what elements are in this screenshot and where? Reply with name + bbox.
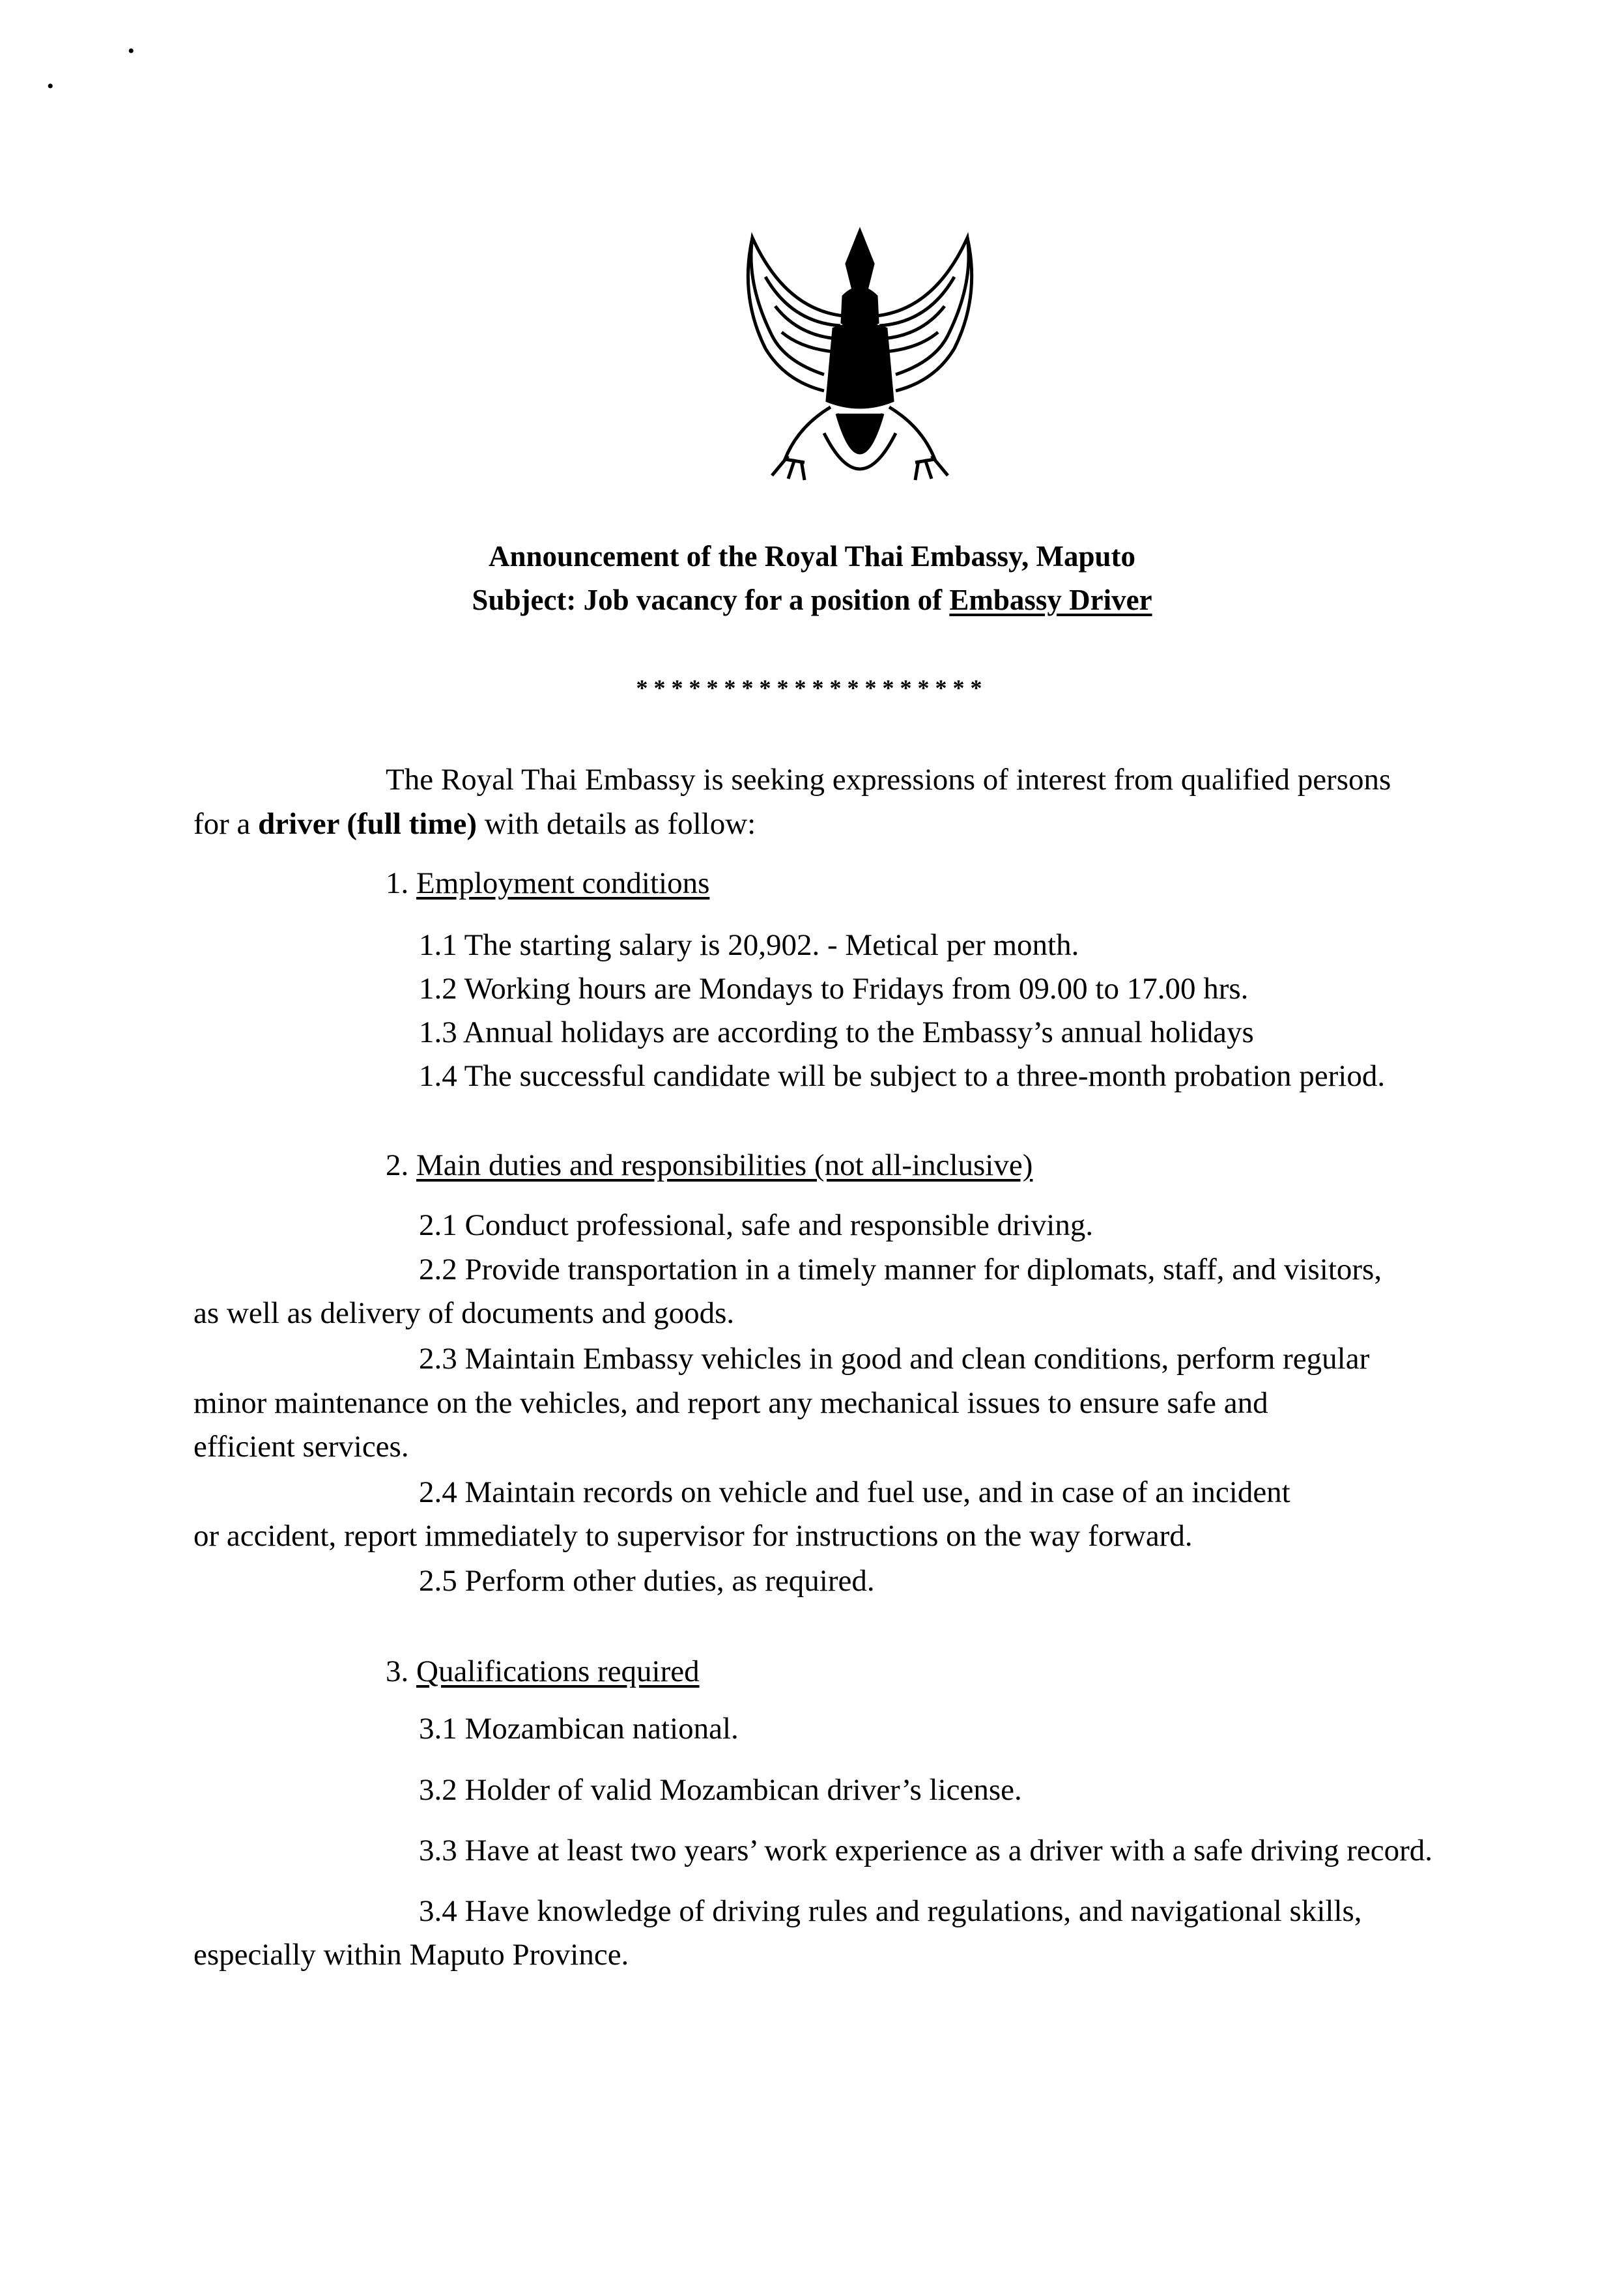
list-item: 1.4 The successful candidate will be subject to a three-month probation period. (419, 1059, 1386, 1093)
list-item: 3.2 Holder of valid Mozambican driver’s license. (419, 1773, 1022, 1807)
list-item: 1.3 Annual holidays are according to the Embassy’s annual holidays (419, 1015, 1254, 1049)
intro-line-1: The Royal Thai Embassy is seeking expressions of interest from qualified persons (386, 763, 1391, 797)
list-item-continuation: especially within Maputo Province. (193, 1938, 629, 1972)
section-number: 2. (386, 1148, 409, 1182)
section-title: Main duties and responsibilities (not all-inclusive) (416, 1148, 1033, 1182)
announcement-title: Announcement of the Royal Thai Embassy, Maputo (488, 540, 1136, 573)
list-item: 3.4 Have knowledge of driving rules and regulations, and navigational skills, (419, 1894, 1362, 1928)
separator-line: ******************** (636, 675, 988, 701)
intro-line-2-prefix: for a (193, 807, 259, 841)
section-title: Employment conditions (416, 866, 710, 900)
section-2-heading (386, 1147, 1033, 1184)
list-item: 1.2 Working hours are Mondays to Fridays from 09.00 to 17.00 hrs. (419, 972, 1249, 1006)
section-number: 3. (386, 1654, 409, 1688)
list-item-continuation: efficient services. (193, 1430, 409, 1464)
list-item: 3.3 Have at least two years’ work experience as a driver with a safe driving record. (419, 1834, 1433, 1867)
subject-position: Embassy Driver (949, 584, 1152, 616)
list-item: 2.3 Maintain Embassy vehicles in good and clean conditions, perform regular (419, 1342, 1370, 1376)
intro-line-2-bold: driver (full time) (258, 807, 477, 841)
announcement-subject (0, 582, 1624, 618)
list-item: 3.1 Mozambican national. (419, 1712, 739, 1746)
section-number: 1. (386, 866, 409, 900)
subject-prefix: Subject: Job vacancy for a position of (472, 584, 950, 616)
list-item-continuation: or accident, report immediately to supervisor for instructions on the way forward. (193, 1519, 1193, 1553)
scan-speck-mark: • (47, 76, 54, 97)
list-item: 2.2 Provide transportation in a timely manner for diplomats, staff, and visitors, (419, 1253, 1382, 1286)
section-title: Qualifications required (416, 1654, 700, 1688)
list-item: 2.1 Conduct professional, safe and responsible driving. (419, 1208, 1094, 1242)
list-item: 2.5 Perform other duties, as required. (419, 1564, 875, 1598)
intro-line-2 (193, 806, 756, 842)
list-item: 2.4 Maintain records on vehicle and fuel use, and in case of an incident (419, 1475, 1290, 1509)
list-item: 1.1 The starting salary is 20,902. - Metical per month. (419, 928, 1079, 962)
garuda-emblem-icon (726, 218, 993, 498)
list-item-continuation: as well as delivery of documents and goods. (193, 1296, 735, 1330)
intro-line-2-suffix: with details as follow: (477, 807, 756, 841)
scan-speck-mark: • (128, 40, 135, 62)
section-1-heading (386, 865, 709, 901)
section-3-heading (386, 1653, 700, 1690)
list-item-continuation: minor maintenance on the vehicles, and report any mechanical issues to ensure safe and (193, 1386, 1268, 1420)
